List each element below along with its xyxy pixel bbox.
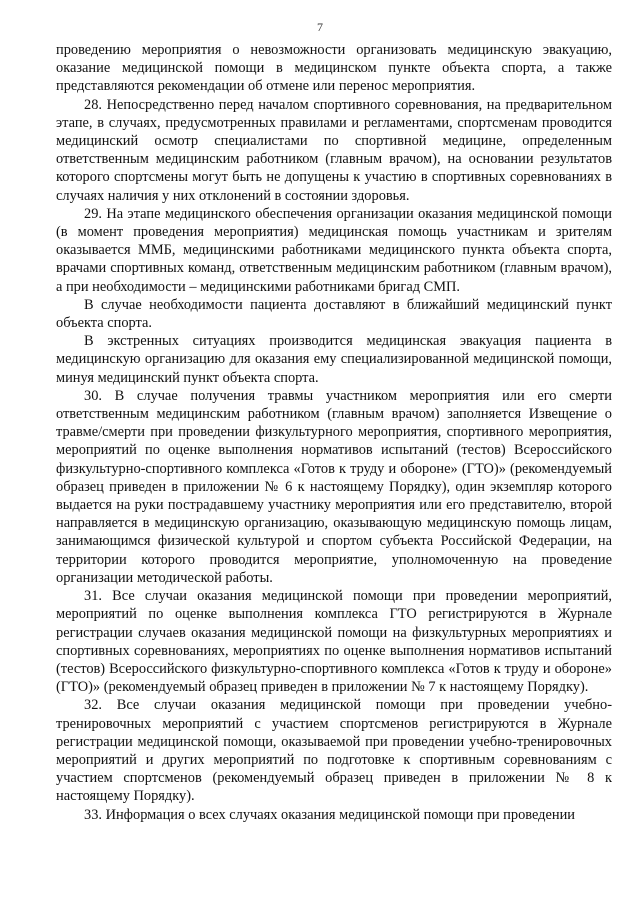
- paragraph-29-delivery: В случае необходимости пациента доставляют в ближайший медицинский пункт объекта спорта.: [56, 296, 612, 332]
- paragraph-32: 32. Все случаи оказания медицинской помощи при проведении учебно-тренировочных мероприятий с участием спортсменов регистрируются в Журнале регистрации медицинской помощи, оказываемой при проведении учебно-тренировочных мероприятий и других мероприятий по подготовке к спортивным соревнованиям с участием спортсменов (рекомендуемый образец приведен в приложении № 8 к настоящему Порядку).: [56, 697, 612, 805]
- page-number: 7: [317, 20, 323, 34]
- paragraph-continuation: проведению мероприятия о невозможности организовать медицинскую эвакуацию, оказание медицинской помощи в медицинском пункте объекта спорта, а также представляются рекомендации об отмене или перенос мероприятия.: [56, 42, 612, 95]
- paragraph-29: 29. На этапе медицинского обеспечения организации оказания медицинской помощи (в момент проведения мероприятия) медицинская помощь участникам и зрителям оказывается ММБ, медицинскими работниками медицинского пункта объекта спорта, врачами спортивных команд, ответственным медицинским работником (главным врачом), а при необходимости – медицинскими работниками бригад СМП.: [56, 205, 612, 295]
- paragraph-30: 30. В случае получения травмы участником мероприятия или его смерти ответственным медицинским работником (главным врачом) заполняется Извещение о травме/смерти при проведении физкультурного мероприятия, спортивного мероприятия, мероприятий по оценке выполнения нормативов испытаний (тестов) Всероссийского физкультурно-спортивного комплекса «Готов к труду и обороне» (ГТО)» (рекомендуемый образец приведен в приложении № 6 к настоящему Порядку), один экземпляр которого выдается на руки пострадавшему участнику мероприятия или его представителю, второй направляется в медицинскую организацию, оказывающую медицинскую помощь лицам, занимающимся физической культурой и спортом субъекта Российской Федерации, на территории которого проводится мероприятие, уполномоченную на проведение организации методической работы.: [56, 387, 612, 586]
- paragraph-29-emergency: В экстренных ситуациях производится медицинская эвакуация пациента в медицинскую организацию для оказания ему специализированной медицинской помощи, минуя медицинский пункт объекта спорта.: [56, 333, 612, 386]
- paragraph-33: 33. Информация о всех случаях оказания медицинской помощи при проведении: [84, 806, 575, 823]
- document-body: [56, 41, 612, 824]
- paragraph-28: 28. Непосредственно перед началом спортивного соревнования, на предварительном этапе, в случаях, предусмотренных правилами и регламентами, спортсменам проводится медицинский осмотр специалистами по спортивной медицине, определенным ответственным медицинским работником (главным врачом), на основании результатов которого спортсмены могут быть не допущены к участию в спортивных соревнованиях в случаях наличия у них отклонений в состоянии здоровья.: [56, 96, 612, 204]
- paragraph-31: 31. Все случаи оказания медицинской помощи при проведении мероприятий, мероприятий по оценке выполнения комплекса ГТО регистрируются в Журнале регистрации случаев оказания медицинской помощи на физкультурных мероприятиях и спортивных соревнованиях, мероприятиях по оценке выполнения нормативов испытаний (тестов) Всероссийского физкультурно-спортивного комплекса «Готов к труду и обороне» (ГТО)» (рекомендуемый образец приведен в приложении № 7 к настоящему Порядку).: [56, 588, 612, 696]
